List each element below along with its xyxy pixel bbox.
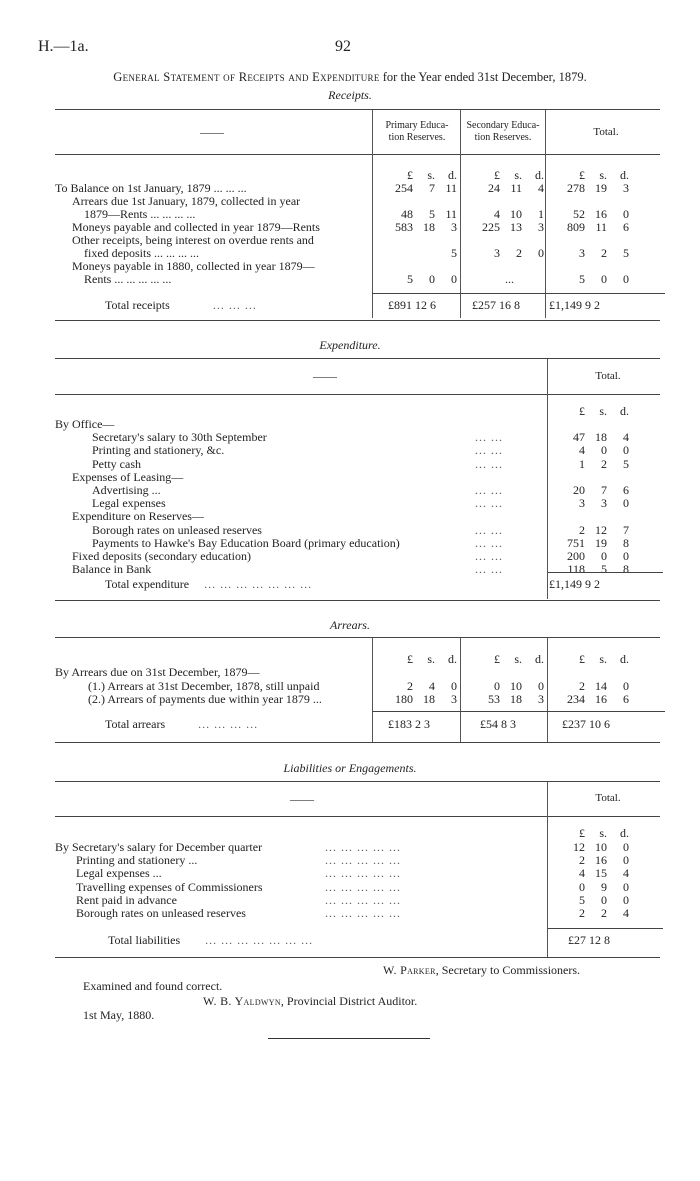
receipts-units-2-d: d.: [620, 168, 629, 182]
receipts-units-0-d: d.: [448, 168, 457, 182]
receipts-units-2-l: £: [579, 168, 585, 182]
receipts-row-total-d: 5: [623, 246, 629, 260]
expenditure-row-value-l: 751: [567, 535, 585, 550]
receipts-row-total-s: 16: [595, 207, 607, 221]
receipts-row-secondary: [470, 220, 550, 235]
arrears-row-primary-s: 18: [423, 692, 435, 706]
arrears-row-total-d: 0: [623, 679, 629, 693]
receipts-row-total: [555, 246, 635, 261]
receipts-row-primary-d: 5: [451, 246, 457, 260]
liabilities-row-value-s: 10: [595, 840, 607, 854]
expenditure-row-dots: ... ...: [475, 483, 503, 497]
expenditure-total-text: Total expenditure: [105, 577, 190, 591]
expenditure-sum-rule: [548, 572, 663, 573]
liabilities-header-rule: [55, 816, 660, 817]
liabilities-units-0-l: £: [579, 826, 585, 840]
liabilities-row-value-l: 2: [579, 853, 585, 868]
receipts-row-total-l: 809: [567, 220, 585, 234]
expenditure-row-dots: ... ...: [475, 522, 503, 537]
closing-rule: [268, 1038, 430, 1039]
receipts-total-text: Total receipts: [105, 298, 170, 312]
expenditure-row-value: [555, 496, 635, 511]
expenditure-row-value-s: 0: [601, 443, 607, 458]
arrears-row-label: (2.) Arrears of payments due within year 1879 ...: [88, 692, 322, 706]
expenditure-row-value-d: 6: [623, 483, 629, 497]
expenditure-row-value-l: 4: [579, 443, 585, 458]
expenditure-row-value-l: 200: [567, 549, 585, 563]
receipts-row-secondary-s: 11: [510, 181, 522, 195]
receipts-row-total-s: 2: [601, 246, 607, 260]
page-title: [0, 70, 700, 85]
receipts-row-total-s: 19: [595, 181, 607, 195]
receipts-row-primary-l: 583: [395, 220, 413, 234]
expenditure-units-0: [555, 404, 635, 419]
receipts-row-primary-d: 11: [445, 207, 457, 221]
liabilities-row-dots: ... ... ... ... ...: [325, 853, 401, 868]
expenditure-row-label: Payments to Hawke's Bay Education Board (primary education): [92, 535, 400, 550]
expenditure-header-rule: [55, 394, 660, 395]
expenditure-row-value-l: 2: [579, 522, 585, 537]
liabilities-row-value-d: 4: [623, 866, 629, 881]
receipts-row-label: Arrears due 1st January, 1879, collected in year: [72, 194, 301, 208]
liabilities-row-value-s: 15: [595, 866, 607, 881]
receipts-row-total: [555, 272, 635, 287]
arrears-total-secondary: £54 8 3: [480, 717, 516, 731]
receipts-row-primary-d: 3: [451, 220, 457, 234]
expenditure-total-header: Total.: [595, 370, 621, 382]
receipts-total-label: [105, 298, 257, 313]
arrears-units-2-s: s.: [599, 652, 607, 666]
col-secondary-line2: tion Reserves.: [474, 132, 532, 143]
liabilities-row-label: Legal expenses ...: [76, 866, 162, 881]
receipts-row-primary: [383, 272, 463, 287]
expenditure-row-value-l: 20: [573, 483, 585, 497]
title-rest: for the Year ended 31st December, 1879.: [382, 70, 587, 84]
liabilities-total-text: Total liabilities: [108, 933, 181, 947]
expenditure-units-0-d: d.: [620, 404, 629, 418]
receipts-row-primary-s: 7: [429, 181, 435, 195]
receipts-units-2-s: s.: [599, 168, 607, 182]
arrears-row-total-l: 2: [579, 679, 585, 693]
liabilities-row-value-l: 12: [573, 840, 585, 854]
receipts-row-label: Moneys payable and collected in year 1879—Rents: [72, 220, 320, 234]
arrears-total-primary: £183 2 3: [388, 717, 430, 731]
receipts-row-total-l: 5: [579, 272, 585, 286]
receipts-row-primary-s: 18: [423, 220, 435, 234]
secretary-title: , Secretary to Commissioners.: [435, 963, 581, 977]
receipts-row-secondary-text: ...: [505, 272, 514, 286]
receipts-dash: ——: [200, 125, 224, 139]
liabilities-row-label: Rent paid in advance: [76, 892, 177, 907]
arrears-row-primary-l: 2: [407, 679, 413, 693]
arrears-units-1: [470, 652, 550, 667]
expenditure-row-label: Printing and stationery, &c.: [92, 443, 225, 458]
receipts-row-label: fixed deposits ... ... ... ...: [84, 246, 199, 260]
series-code: H.—1a.: [38, 38, 89, 55]
expenditure-row-label: Advertising ...: [92, 483, 161, 497]
receipts-row-primary: [383, 246, 463, 261]
liabilities-row-label: Borough rates on unleased reserves: [76, 906, 246, 920]
receipts-header-rule: [55, 154, 660, 155]
receipts-heading: Receipts.: [328, 88, 372, 102]
expenditure-total-label: Total expenditure ... ... ... ... ... ... ...: [105, 577, 313, 591]
examined-note: Examined and found correct.: [83, 979, 223, 993]
col-primary-header: [374, 120, 460, 144]
receipts-units-0-s: s.: [427, 168, 435, 182]
expenditure-col-divider: [547, 359, 548, 599]
secretary-signature: [383, 963, 580, 978]
liabilities-row-value-l: 4: [579, 866, 585, 881]
expenditure-row-value-d: 8: [623, 562, 629, 577]
arrears-sum-rule: [372, 711, 665, 712]
liabilities-total-header: Total.: [595, 792, 621, 804]
expenditure-row-value-s: 7: [601, 483, 607, 497]
liabilities-dash: ——: [290, 792, 314, 806]
receipts-total-primary: £891 12 6: [388, 298, 436, 312]
receipts-row-total-l: 3: [579, 246, 585, 260]
expenditure-row-value: [555, 457, 635, 472]
expenditure-top-rule: [55, 358, 660, 359]
receipts-total-secondary: £257 16 8: [472, 298, 520, 312]
expenditure-row-dots: ... ...: [475, 443, 503, 458]
col-secondary-line1: Secondary Educa-: [466, 120, 540, 131]
arrears-row-secondary-l: 53: [488, 692, 500, 706]
page-number: 92: [335, 38, 351, 55]
expenditure-row-label: By Office—: [55, 417, 115, 431]
receipts-row-total-s: 0: [601, 272, 607, 286]
liabilities-row-value-s: 16: [595, 853, 607, 868]
arrears-units-2-l: £: [579, 652, 585, 666]
arrears-units-2-d: d.: [620, 652, 629, 666]
expenditure-row-label: Balance in Bank: [72, 562, 152, 577]
col-primary-line2: tion Reserves.: [388, 132, 446, 143]
expenditure-row-dots: ... ...: [475, 496, 503, 511]
liabilities-row-value: [555, 906, 635, 921]
expenditure-row-dots: ... ...: [475, 562, 503, 577]
receipts-units-1-l: £: [494, 168, 500, 182]
expenditure-row-label: Legal expenses: [92, 496, 166, 511]
receipts-row-total-d: 3: [623, 181, 629, 195]
receipts-row-secondary-d: 0: [538, 246, 544, 260]
receipts-row-total-d: 0: [623, 207, 629, 221]
expenditure-row-value-s: 2: [601, 456, 607, 471]
arrears-col-divider-1: [372, 638, 373, 742]
arrears-row-total: [555, 692, 635, 707]
col-secondary-header: [461, 120, 545, 144]
arrears-row-secondary-s: 10: [510, 679, 522, 693]
expenditure-row-value-d: 0: [623, 443, 629, 458]
arrears-row-secondary-s: 18: [510, 692, 522, 706]
receipts-row-secondary-d: 3: [538, 220, 544, 234]
liabilities-units-0-d: d.: [620, 826, 629, 840]
liabilities-row-value-s: 2: [601, 906, 607, 920]
arrears-row-primary-s: 4: [429, 679, 435, 693]
expenditure-total-value: £1,149 9 2: [549, 577, 600, 591]
arrears-units-0-l: £: [407, 652, 413, 666]
liabilities-row-dots: ... ... ... ... ...: [325, 866, 401, 881]
receipts-row-total-l: 278: [567, 181, 585, 195]
arrears-row-primary: [383, 692, 463, 707]
receipts-row-secondary: [470, 181, 550, 196]
receipts-row-total-s: 11: [595, 220, 607, 234]
arrears-row-secondary-d: 0: [538, 679, 544, 693]
expenditure-row-value-l: 3: [579, 496, 585, 511]
expenditure-row-value-l: 118: [567, 562, 585, 577]
receipts-row-primary: [383, 220, 463, 235]
receipts-units-1-d: d.: [535, 168, 544, 182]
receipts-units-1-s: s.: [514, 168, 522, 182]
receipts-row-secondary-l: 3: [494, 246, 500, 260]
receipts-row-label: Other receipts, being interest on overdue rents and: [72, 233, 314, 247]
liabilities-row-value-s: 9: [601, 879, 607, 894]
expenditure-row-value-s: 5: [601, 562, 607, 577]
liabilities-units-0-s: s.: [599, 826, 607, 840]
receipts-row-total-d: 6: [623, 220, 629, 234]
receipts-row-primary-d: 0: [451, 272, 457, 286]
receipts-row-secondary-l: 225: [482, 220, 500, 234]
receipts-row-label: To Balance on 1st January, 1879 ... ... ...: [55, 181, 247, 195]
expenditure-row-value: [555, 562, 635, 577]
col-primary-line1: Primary Educa-: [385, 120, 449, 131]
liabilities-row-label: Printing and stationery ...: [76, 853, 198, 868]
liabilities-row-value-l: 0: [579, 879, 585, 894]
arrears-row-secondary-l: 0: [494, 679, 500, 693]
arrears-row-total-s: 16: [595, 692, 607, 706]
title-lead: General Statement of Receipts and Expenditure: [113, 70, 380, 84]
receipts-row-primary-l: 48: [401, 207, 413, 221]
receipts-row-primary-s: 5: [429, 207, 435, 221]
liabilities-row-label: Travelling expenses of Commissioners: [76, 879, 263, 894]
liabilities-heading: Liabilities or Engagements.: [283, 761, 417, 775]
receipts-row-secondary-l: 4: [494, 207, 500, 221]
receipts-row-primary: [383, 181, 463, 196]
auditor-title: , Provincial District Auditor.: [280, 994, 418, 1008]
liabilities-units-0: [555, 826, 635, 841]
expenditure-row-value-d: 7: [623, 522, 629, 537]
expenditure-bottom-rule: [55, 600, 660, 601]
signature-date: 1st May, 1880.: [83, 1008, 155, 1022]
liabilities-row-dots: ... ... ... ... ...: [325, 840, 401, 854]
receipts-row-secondary-l: 24: [488, 181, 500, 195]
receipts-row-label: Rents ... ... ... ... ...: [84, 272, 172, 286]
liabilities-bottom-rule: [55, 957, 660, 958]
receipts-bottom-rule: [55, 320, 660, 321]
expenditure-row-dots: ... ...: [475, 549, 503, 563]
arrears-total-text: Total arrears: [105, 717, 166, 731]
receipts-total-dots: ... ... ...: [212, 298, 257, 312]
expenditure-row-label: Secretary's salary to 30th September: [92, 430, 267, 445]
arrears-row-primary-d: 0: [451, 679, 457, 693]
expenditure-row-value-d: 4: [623, 430, 629, 445]
receipts-row-total-l: 52: [573, 207, 585, 221]
arrears-row-primary-l: 180: [395, 692, 413, 706]
col-total-header: Total.: [593, 126, 619, 138]
receipts-top-rule: [55, 109, 660, 110]
receipts-col-divider-1: [372, 110, 373, 318]
receipts-total-total: £1,149 9 2: [549, 298, 600, 312]
arrears-row-primary-d: 3: [451, 692, 457, 706]
auditor-name: W. B. Yaldwyn: [203, 994, 281, 1008]
expenditure-row-label: Expenses of Leasing—: [72, 469, 184, 484]
receipts-row-label: Moneys payable in 1880, collected in year 1879—: [72, 259, 315, 273]
liabilities-row-value-d: 0: [623, 879, 629, 894]
receipts-row-primary-l: 5: [407, 272, 413, 286]
receipts-row-label: 1879—Rents ... ... ... ...: [84, 207, 196, 221]
expenditure-row-dots: ... ...: [475, 535, 503, 550]
arrears-row-total-d: 6: [623, 692, 629, 706]
receipts-row-secondary-s: 13: [510, 220, 522, 234]
liabilities-total-value: £27 12 8: [568, 933, 610, 947]
receipts-row-secondary: [470, 246, 550, 261]
liabilities-top-rule: [55, 781, 660, 782]
expenditure-row-dots: ... ...: [475, 430, 503, 445]
liabilities-row-value-d: 0: [623, 853, 629, 868]
expenditure-dash: ——: [313, 369, 337, 383]
receipts-units-0-l: £: [407, 168, 413, 182]
receipts-sum-rule: [372, 293, 665, 294]
arrears-units-0-d: d.: [448, 652, 457, 666]
receipts-row-total-d: 0: [623, 272, 629, 286]
expenditure-row-label: Fixed deposits (secondary education): [72, 549, 251, 563]
arrears-total-label: Total arrears ... ... ... ...: [105, 717, 259, 731]
expenditure-units-0-s: s.: [599, 404, 607, 418]
arrears-units-1-d: d.: [535, 652, 544, 666]
receipts-row-secondary-s: 10: [510, 207, 522, 221]
expenditure-row-value-l: 47: [573, 430, 585, 445]
arrears-units-0: [383, 652, 463, 667]
liabilities-col-divider: [547, 782, 548, 957]
receipts-row-secondary-d: 4: [538, 181, 544, 195]
secretary-name: W. Parker: [383, 963, 436, 977]
receipts-row-primary-d: 11: [445, 181, 457, 195]
expenditure-row-value-s: 19: [595, 535, 607, 550]
liabilities-row-label: By Secretary's salary for December quarter: [55, 840, 263, 854]
expenditure-row-label: Borough rates on unleased reserves: [92, 522, 262, 537]
arrears-units-2: [555, 652, 635, 667]
expenditure-row-value-s: 3: [601, 496, 607, 511]
arrears-total-total: £237 10 6: [562, 717, 610, 731]
expenditure-row-value-d: 0: [623, 496, 629, 511]
expenditure-row-label: Petty cash: [92, 456, 141, 471]
arrears-units-0-s: s.: [427, 652, 435, 666]
expenditure-row-value-d: 8: [623, 535, 629, 550]
liabilities-row-dots: ... ... ... ... ...: [325, 906, 401, 920]
arrears-heading: Arrears.: [330, 618, 370, 632]
expenditure-row-value-d: 0: [623, 549, 629, 563]
expenditure-row-value-l: 1: [579, 456, 585, 471]
expenditure-heading: Expenditure.: [319, 338, 381, 352]
liabilities-row-dots: ... ... ... ... ...: [325, 892, 401, 907]
arrears-top-rule: [55, 637, 660, 638]
expenditure-row-label: Expenditure on Reserves—: [72, 509, 204, 524]
liabilities-row-value-d: 0: [623, 840, 629, 854]
liabilities-row-value-d: 0: [623, 892, 629, 907]
receipts-row-total: [555, 181, 635, 196]
liabilities-total-label: Total liabilities ... ... ... ... ... ... ...: [108, 933, 314, 947]
expenditure-row-dots: ... ...: [475, 456, 503, 471]
arrears-row-label: By Arrears due on 31st December, 1879—: [55, 665, 260, 679]
arrears-units-1-l: £: [494, 652, 500, 666]
liabilities-row-value-l: 2: [579, 906, 585, 920]
receipts-row-secondary-d: 1: [538, 207, 544, 221]
liabilities-sum-rule: [548, 928, 663, 929]
receipts-row-total: [555, 220, 635, 235]
expenditure-row-value-s: 18: [595, 430, 607, 445]
arrears-row-label: (1.) Arrears at 31st December, 1878, still unpaid: [88, 679, 320, 693]
receipts-row-secondary-s: 2: [516, 246, 522, 260]
liabilities-row-dots: ... ... ... ... ...: [325, 879, 401, 894]
liabilities-row-value-l: 5: [579, 892, 585, 907]
auditor-signature: [203, 994, 417, 1009]
expenditure-row-value-d: 5: [623, 456, 629, 471]
liabilities-row-value-d: 4: [623, 906, 629, 920]
arrears-row-secondary: [470, 692, 550, 707]
receipts-row-primary-s: 0: [429, 272, 435, 286]
arrears-row-total-s: 14: [595, 679, 607, 693]
expenditure-row-value-s: 12: [595, 522, 607, 537]
arrears-row-total-l: 234: [567, 692, 585, 706]
liabilities-row-value-s: 0: [601, 892, 607, 907]
receipts-row-primary-l: 254: [395, 181, 413, 195]
expenditure-units-0-l: £: [579, 404, 585, 418]
arrears-row-secondary-d: 3: [538, 692, 544, 706]
arrears-bottom-rule: [55, 742, 660, 743]
expenditure-row-value-s: 0: [601, 549, 607, 563]
arrears-units-1-s: s.: [514, 652, 522, 666]
